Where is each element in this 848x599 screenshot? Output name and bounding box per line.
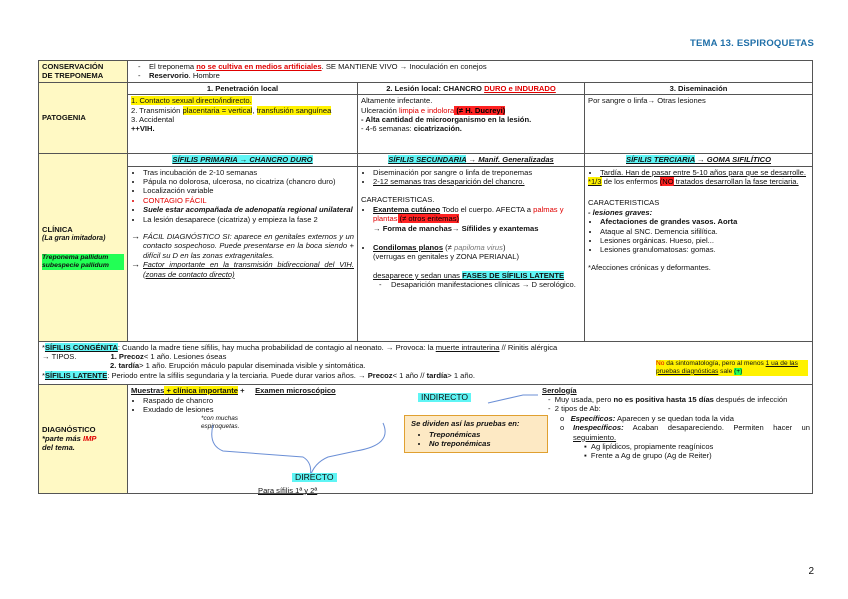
page-header-title: TEMA 13. ESPIROQUETAS xyxy=(689,38,814,49)
text: muerte intrauterina xyxy=(435,342,500,352)
text: Ag lipídicos, propiamente reagínicos xyxy=(590,442,714,452)
row-conservacion xyxy=(39,61,813,83)
text: SÍFILIS LATENTE xyxy=(44,370,108,380)
text: del tema. xyxy=(42,443,75,453)
list-item: • Tardía. Han de pasar entre 5-10 años para que se desarrolle. xyxy=(600,168,809,177)
text: después de infección xyxy=(713,395,788,405)
text-line xyxy=(361,124,581,133)
list-item: • CONTAGIO FÁCIL xyxy=(143,196,354,205)
list-item: • Suele estar acompañada de adenopatía regional unilateral xyxy=(143,205,354,214)
text-line: ▪ Ag lipídicos, propiamente reagínicos xyxy=(584,442,714,452)
text: // Rinitis alérgica xyxy=(499,342,558,352)
text: *parte más xyxy=(42,433,83,443)
list xyxy=(588,217,809,255)
text: da sintomatología, pero al menos xyxy=(664,359,766,367)
text: SÍFILIS PRIMARIA → CHANCRO DURO xyxy=(172,155,313,165)
text-line: o Específicos: Aparecen y se quedan toda la vida xyxy=(560,413,734,423)
row-clinica-head xyxy=(39,154,813,166)
text: limpia e indolora xyxy=(398,105,455,115)
text: papiloma virus xyxy=(453,243,503,253)
text-line: - Muy usada, pero no es positiva hasta 15 días después de infección xyxy=(548,395,788,405)
patogenia-col1-head: 1. Penetración local xyxy=(128,82,358,94)
text: de los enfermos xyxy=(601,177,660,187)
patogenia-col3-head: 3. Diseminación xyxy=(585,82,813,94)
text: no es positiva hasta 15 días xyxy=(613,395,714,405)
list-item: • Diseminación por sangre o linfa de treponemas xyxy=(373,168,581,177)
sub-item xyxy=(361,280,581,289)
text-line: - 2 tipos de Ab: xyxy=(548,404,601,414)
list xyxy=(588,168,809,177)
directo-para: Para sífilis 1ª y 2ª xyxy=(258,485,318,495)
text: FÁCIL DIAGNÓSTICO SI: aparece en genitales externos y un contacto sospechoso. Puede presentarse en la boca siendo + difícil su D en las zonas extragenitales. xyxy=(143,232,354,260)
list-item xyxy=(373,205,581,224)
text: (≠ xyxy=(443,243,454,253)
text: El treponema xyxy=(148,62,197,71)
list-item xyxy=(373,243,581,252)
text: Frente a Ag de grupo (Ag de Reiter) xyxy=(590,451,712,461)
text: > 1 año. Erupción máculo papular diseminada visible y sintomática. xyxy=(139,361,366,371)
list-item: • Tras incubación de 2-10 semanas xyxy=(143,168,354,177)
text-line xyxy=(361,106,581,115)
text: - lesiones graves: xyxy=(588,207,653,217)
text: Por sangre o linfa→ Otras lesiones xyxy=(588,96,706,106)
list-item: • Localización variable xyxy=(143,186,354,195)
text: desaparece y sedan unas xyxy=(373,270,463,280)
text: . Hombre xyxy=(188,71,220,81)
patogenia-col1 xyxy=(128,95,358,154)
text: 2 tipos de Ab: xyxy=(554,404,601,414)
text-line xyxy=(588,177,809,186)
list-item: • La lesión desaparece (cicatriza) y empieza la fase 2 xyxy=(143,215,354,224)
list-item: • No treponémicas xyxy=(429,439,541,448)
text: *Afecciones crónicas y deformantes. xyxy=(588,262,711,272)
text: , xyxy=(252,105,257,115)
directo-label: DIRECTO xyxy=(292,473,337,482)
row-clinica-body xyxy=(39,166,813,341)
text: (≠ H. Ducreyi) xyxy=(454,105,506,115)
text: DIAGNÓSTICO xyxy=(42,424,96,434)
list xyxy=(411,430,541,449)
list-item: • Lesiones orgánicas. Hueso, piel... xyxy=(600,236,809,245)
text: SÍFILIS TERCIARIA xyxy=(626,155,695,165)
text: Inespecíficos: xyxy=(573,423,624,433)
list-item: • Afectaciones de grandes vasos. Aorta xyxy=(600,217,809,226)
label-diagnostico xyxy=(39,384,128,493)
text: - Alta cantidad de microorganismo en la lesión. xyxy=(361,115,532,125)
text-line: o Inespecíficos: Acaban desapareciendo. Permiten hacer un seguimiento. xyxy=(560,423,810,442)
page-number: 2 xyxy=(808,566,814,577)
row-diagnostico xyxy=(39,384,813,493)
text: Altamente infectante. xyxy=(361,96,433,106)
text: CLÍNICA xyxy=(42,225,73,235)
text: 2. tardía xyxy=(110,361,140,371)
list xyxy=(361,168,581,187)
text: Condilomas planos xyxy=(373,243,444,253)
text: Exantema cutáneo xyxy=(373,204,441,214)
text: Desaparición manifestaciones clínicas → D serológico. xyxy=(391,280,576,290)
text: Aparecen y se quedan toda la vida xyxy=(615,413,734,423)
text: Factor importante en la transmisión bidireccional del VIH. (zonas de contacto directo) xyxy=(143,260,354,279)
text: Precoz xyxy=(367,370,393,380)
row-patogenia-body xyxy=(39,95,813,154)
text: (verrugas en genitales y ZONA PERIANAL) xyxy=(373,252,520,262)
text: → TIPOS. xyxy=(42,352,77,362)
patogenia-col2-head xyxy=(358,82,585,94)
row-congenita xyxy=(39,341,813,384)
text: < 1 año // xyxy=(392,370,427,380)
text: Muestras xyxy=(131,385,165,395)
clinica-col1-head xyxy=(128,154,358,166)
list xyxy=(131,168,354,224)
text-line: *SÍFILIS LATENTE: Periodo entre la sífilis segundaria y la terciaria. Puede durar varios años. → Precoz< 1 año // tardía> 1 año. xyxy=(42,370,475,380)
clinica-col1 xyxy=(128,166,358,341)
text: (NO xyxy=(659,177,674,187)
arrow-item xyxy=(131,232,354,260)
congenita-content xyxy=(39,341,813,384)
text: 1. Precoz xyxy=(110,352,144,362)
list-item: • Exudado de lesiones xyxy=(143,405,381,414)
list-item: • 2-12 semanas tras desaparición del chancro. xyxy=(373,177,581,186)
list-item: • Raspado de chancro xyxy=(143,396,381,405)
serologia xyxy=(542,386,810,461)
arrow-icon: → xyxy=(131,259,140,270)
text: 1. Contacto sexual directo/indirecto. xyxy=(131,96,252,106)
text: → Forma de manchas→ Sífilides y exantemas xyxy=(373,223,539,233)
text: (≠ otros eritemas) xyxy=(397,214,460,224)
label-patogenia: PATOGENIA xyxy=(39,82,128,153)
arrow-item xyxy=(131,260,354,279)
row-patogenia-head xyxy=(39,82,813,94)
clinica-col2 xyxy=(358,166,585,341)
text: → Manif. Generalizadas xyxy=(466,155,554,165)
text: → GOMA SIFILÍTICO xyxy=(694,155,771,165)
list xyxy=(361,243,581,252)
label-conservacion xyxy=(39,61,128,83)
text: < 1 año. Lesiones óseas xyxy=(143,352,227,362)
list-item: • Ataque al SNC. Demencia sifilítica. xyxy=(600,227,809,236)
text: Serología xyxy=(542,385,577,395)
indirecto-label: INDIRECTO xyxy=(418,393,471,402)
arrow-icon: → xyxy=(131,231,140,242)
text: - 4-6 semanas: xyxy=(361,124,414,134)
text: No xyxy=(656,359,665,367)
text: Treponema pallidum subespecie pallidum xyxy=(42,254,124,270)
text: 3. Accidental xyxy=(131,115,175,125)
text: . SE MANTIENE VIVO → Inoculación en conejos xyxy=(321,62,487,71)
text: : Cuando la madre tiene sífilis, hay mucha probabilidad de contagio al neonato. → Provoca: la xyxy=(117,342,436,352)
clinica-col3-head xyxy=(585,154,813,166)
dash: - xyxy=(379,280,382,290)
text: Ulceración xyxy=(361,105,399,115)
text-red: DURO e INDURADO xyxy=(484,83,556,93)
text: Específicos: xyxy=(570,413,616,423)
text: 2. Transmisión xyxy=(131,105,183,115)
text: + xyxy=(237,385,256,395)
text-line: *SÍFILIS CONGÉNITA: Cuando la madre tiene sífilis, hay mucha probabilidad de contagio al neonato. → Provoca: la muerte intrauterina // Rinitis alérgica xyxy=(42,342,558,352)
text: ) xyxy=(502,243,506,253)
text: Muy usada, pero xyxy=(554,395,614,405)
list-item: • Lesiones granulomatosas: gomas. xyxy=(600,245,809,254)
text: tratados desarrollan la fase terciaria. xyxy=(673,177,799,187)
text: Examen microscópico xyxy=(255,385,336,395)
text: : Periodo entre la sífilis segundaria y la terciaria. Puede durar varios años. → xyxy=(107,370,368,380)
text: palmas y plantas xyxy=(373,204,564,224)
text: tardía xyxy=(426,370,448,380)
label-conservacion-2: DE TREPONEMA xyxy=(42,71,104,81)
text: *1/3 xyxy=(588,177,602,187)
text: CARACTERISTICAS xyxy=(588,198,660,208)
text: SÍFILIS CONGÉNITA xyxy=(44,342,118,352)
text: (La gran imitadora) xyxy=(42,235,106,243)
list xyxy=(361,205,581,224)
text: ++VIH. xyxy=(131,124,155,134)
pruebas-box xyxy=(404,415,548,453)
diagnostico-content xyxy=(128,384,813,493)
text: FASES DE SÍFILIS LATENTE xyxy=(462,270,565,280)
text: *con muchas espiroquetas. xyxy=(201,414,240,430)
text: IMP xyxy=(82,433,97,443)
summary-table xyxy=(38,60,813,494)
text: CARACTERISTICAS. xyxy=(361,195,435,205)
patogenia-col2 xyxy=(358,95,585,154)
text: Acaban desapareciendo. Permiten hacer un xyxy=(623,423,810,433)
text-line xyxy=(361,271,581,280)
text-line xyxy=(131,106,354,115)
text: placentaria = vertical xyxy=(182,105,253,115)
label-clinica xyxy=(39,154,128,341)
patogenia-col3 xyxy=(585,95,813,154)
text: SÍFILIS SECUNDARIA xyxy=(388,155,467,165)
conservacion-line-2: - Reservorio. Hombre xyxy=(138,71,220,81)
text-line: ▪ Frente a Ag de grupo (Ag de Reiter) xyxy=(584,451,712,461)
text: Se dividen así las pruebas en: xyxy=(411,418,520,428)
clinica-col3 xyxy=(585,166,813,341)
text-bold: Reservorio xyxy=(148,71,189,81)
clinica-col2-head xyxy=(358,154,585,166)
text: 2. Lesión local: CHANCRO xyxy=(386,83,485,93)
list-item: • Pápula no dolorosa, ulcerosa, no cicatriza (chancro duro) xyxy=(143,177,354,186)
label-conservacion-1: CONSERVACIÓN xyxy=(42,62,104,71)
conservacion-content xyxy=(128,61,813,83)
text: cicatrización. xyxy=(413,124,462,134)
text-line xyxy=(42,434,124,443)
text: sale xyxy=(718,367,735,375)
text: seguimiento. xyxy=(573,432,617,442)
list-item: • Treponémicas xyxy=(429,430,541,439)
text: > 1 año. xyxy=(447,370,475,380)
text: (+) xyxy=(734,367,743,375)
latente-note xyxy=(656,360,808,376)
text-highlight: no se cultiva en medios artificiales xyxy=(196,62,322,71)
text: transfusión sanguínea xyxy=(256,105,332,115)
text: 1 ua de las pruebas diagnósticas xyxy=(656,359,798,375)
text: + clínica importante xyxy=(164,385,238,395)
text: Todo el cuerpo. AFECTA a xyxy=(440,204,534,214)
conservacion-line-1: - El treponema no se cultiva en medios artificiales. SE MANTIENE VIVO → Inoculación en conejos xyxy=(138,62,487,71)
